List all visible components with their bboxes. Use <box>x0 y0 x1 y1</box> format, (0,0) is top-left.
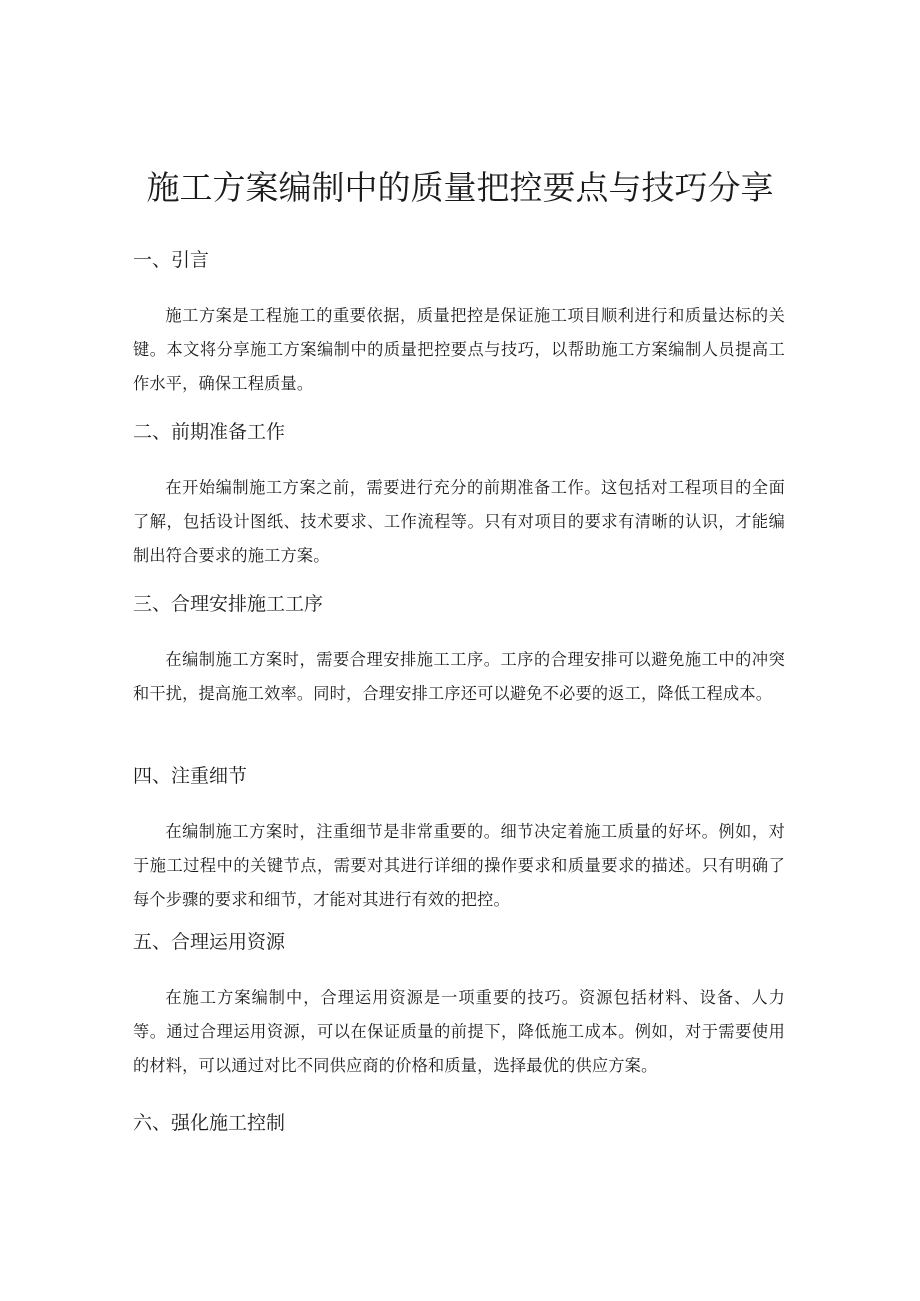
section-heading: 四、注重细节 <box>133 765 248 787</box>
section-process-arrangement <box>133 591 785 711</box>
section-heading: 六、强化施工控制 <box>133 1112 286 1134</box>
document-title: 施工方案编制中的质量把控要点与技巧分享 <box>146 168 774 207</box>
section-heading: 五、合理运用资源 <box>133 931 286 953</box>
section-heading: 一、引言 <box>133 249 210 271</box>
section-paragraph: 施工方案是工程施工的重要依据，质量把控是保证施工项目顺利进行和质量达标的关键。本文将分享施工方案编制中的质量把控要点与技巧，以帮助施工方案编制人员提高工作水平，确保工程质量。 <box>133 306 785 393</box>
section-paragraph: 在编制施工方案时，需要合理安排施工工序。工序的合理安排可以避免施工中的冲突和干扰，提高施工效率。同时，合理安排工序还可以避免不必要的返工，降低工程成本。 <box>133 650 785 703</box>
section-preparation <box>133 419 785 573</box>
section-construction-control <box>133 1110 785 1136</box>
section-heading: 二、前期准备工作 <box>133 421 286 443</box>
section-introduction <box>133 247 785 401</box>
section-heading: 三、合理安排施工工序 <box>133 593 324 615</box>
section-details <box>133 763 785 917</box>
section-resources <box>133 929 785 1083</box>
section-paragraph: 在开始编制施工方案之前，需要进行充分的前期准备工作。这包括对工程项目的全面了解，包括设计图纸、技术要求、工作流程等。只有对项目的要求有清晰的认识，才能编制出符合要求的施工方案。 <box>133 478 785 565</box>
section-paragraph: 在编制施工方案时，注重细节是非常重要的。细节决定着施工质量的好坏。例如，对于施工过程中的关键节点，需要对其进行详细的操作要求和质量要求的描述。只有明确了每个步骤的要求和细节，才能对其进行有效的把控。 <box>133 822 785 909</box>
section-paragraph: 在施工方案编制中，合理运用资源是一项重要的技巧。资源包括材料、设备、人力等。通过合理运用资源，可以在保证质量的前提下，降低施工成本。例如，对于需要使用的材料，可以通过对比不同供应商的价格和质量，选择最优的供应方案。 <box>133 988 785 1075</box>
